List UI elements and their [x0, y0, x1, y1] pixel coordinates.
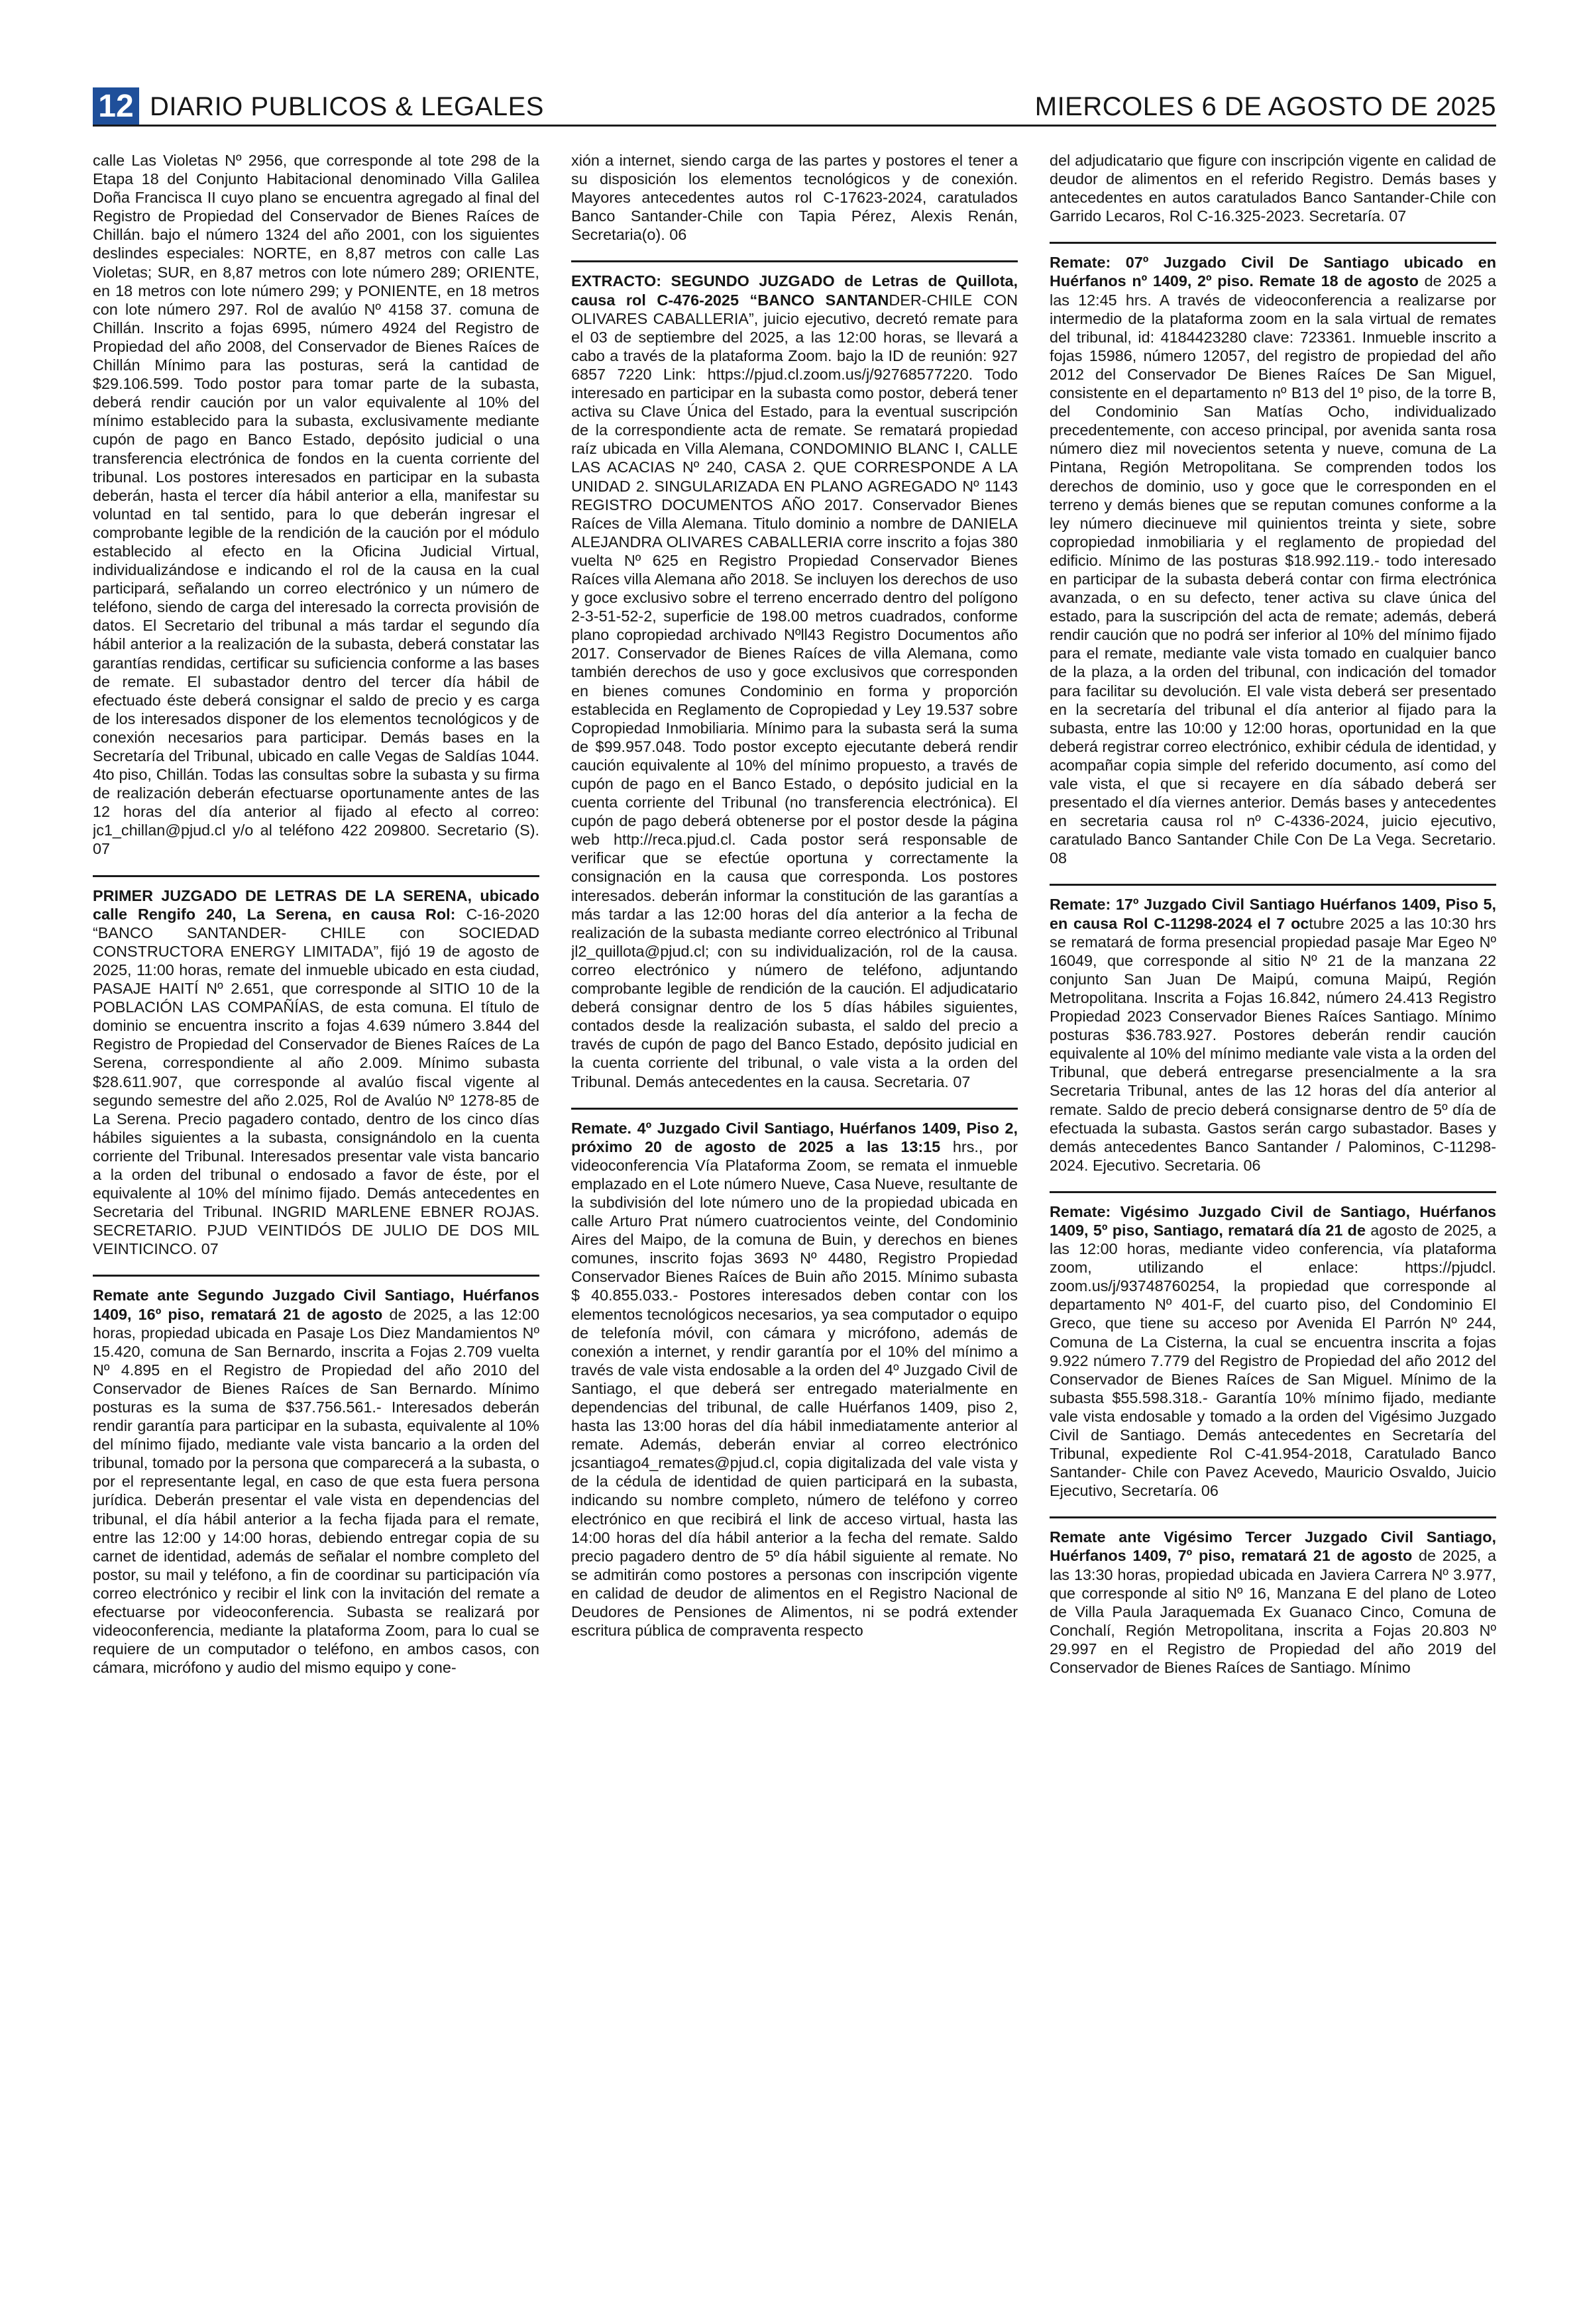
- notice-divider: [571, 260, 1018, 262]
- notice-body: de 2025, a las 13:30 horas, propiedad ubicada en Javiera Carrera Nº 3.977, que corresponde al sitio Nº 16, Manzana E del plano de Loteo de Villa Paula Jaraquemada Ex Guanaco Cinco, Comuna de Conchalí, Región Metropolitana, inscrita a Fojas 20.803 Nº 29.997 en el Registro de Propiedad del año 2019 del Conservador de Bienes Raíces de Santiago. Mínimo: [1050, 1547, 1496, 1677]
- notice-continuation: [93, 151, 539, 859]
- notice-la-serena: [93, 886, 539, 1259]
- notice-body: calle Las Violetas Nº 2956, que corresponde al tote 298 de la Etapa 18 del Conjunto Habitacional denominado Villa Galilea Doña Francisca II cuyo plano se encuentra agregado al final del Registro de Propiedad del Conservador de Bienes Raíces de Chillán. bajo el número 1324 del año 2001, con los siguientes deslindes especiales: NORTE, en 8,87 metros con calle Las Violetas; SUR, en 8,87 metros con lote número 289; ORIENTE, en 18 metros con lote número 299; y PONIENTE, en 18 metros con lote número 297. Rol de avalúo Nº 4158 37. comuna de Chillán. Inscrito a fojas 6995, número 4924 del Registro de Propiedad del año 2008, del Conservador de Bienes Raíces de Chillán Mínimo para las posturas, será la cantidad de $29.106.599. Todo postor para tomar parte de la subasta, deberá rendir caución por un valor equivalente al 10% del mínimo establecido para la subasta, exclusivamente mediante cupón de pago en Banco Estado, depósito judicial o una transferencia electrónica de fondos en la cuenta corriente del tribunal. Los postores interesados en participar en la subasta deberán, hasta el tercer día hábil anterior a ella, manifestar su voluntad en tal sentido, para lo que deberán ingresar el comprobante legible de la rendición de la caución por el módulo establecido al efecto en la Oficina Judicial Virtual, individualizándose e indicando el rol de la causa en la cual participará, señalando un correo electrónico y un número de teléfono, siendo de carga del interesado la correcta provisión de datos. El Secretario del tribunal a más tardar el segundo día hábil anterior a la realización de la subasta, deberá constatar las garantías rendidas, certificar su suficiencia conforme a las bases de remate. El subastador dentro del tercer día hábil de efectuado éste deberá consignar el saldo de precio y es carga de los interesados disponer de los elementos tecnológicos y de conexión necesarios para participar. Demás bases en la Secretaría del Tribunal, ubicado en calle Vegas de Saldías 1044. 4to piso, Chillán. Todas las consultas sobre la subasta y su firma de realización deberán efectuarse oportunamente antes de las 12 horas del día anterior al fijado al efecto al correo: jc1_chillan@pjud.cl y/o al teléfono 422 209800. Secretario (S). 07: [93, 152, 539, 858]
- notice-vigesimo-juzgado: [1050, 1202, 1496, 1501]
- notice-body: de 2025 a las 12:45 hrs. A través de videoconferencia a realizarse por intermedio de la plataforma zoom en la sala virtual de remates del tribunal, id: 4184423280 clave: 723361. Inmueble inscrito a fojas 15986, número 12057, del registro de propiedad del año 2012 del Conservador De Bienes Raíces De San Miguel, consistente en el departamento nº B13 del 1º piso, de la torre B, del Condominio San Matías Ocho, individualizado precedentemente, con acceso principal, por avenida santa rosa número diez mil novecientos setenta y nueve, comuna de La Pintana, Región Metropolitana. Se comprenden todos los derechos de dominio, uso y goce que le corresponden en el terreno y demás bienes que se reputan comunes conforme a la ley número diecinueve mil quinientos treinta y siete, sobre copropiedad inmobiliaria y el reglamento de propiedad del edificio. Mínimo de las posturas $18.992.119.- todo interesado en participar de la subasta deberá contar con firma electrónica avanzada, o en su defecto, tener activa su clave única del estado, para la suscripción del acta de remate; además, deberá rendir caución que no podrá ser inferior al 10% del mínimo fijado para el remate, mediante vale vista tomado en cualquier banco de la plaza, a la orden del tribunal, con indicación del tomador para facilitar su devolución. El vale vista deberá ser presentado en la secretaría del tribunal el día anterior al fijado para la subasta, entre las 10:00 y 12:00 horas, oportunidad en la que deberá registrar correo electrónico, exhibir cédula de identidad, y acompañar copia simple del referido documento, así como del vale vista, el que si recayere en día sábado deberá ser presentado el día viernes anterior. Demás bases y antecedentes en secretaria causa rol nº C-4336-2024, juicio ejecutivo, caratulado Banco Santander Chile Con De La Vega. Secretario. 08: [1050, 272, 1496, 867]
- notice-lead: PRIMER JUZGADO DE LETRAS DE LA SERENA, ubicado calle Rengifo 240, La Serena, en causa Rol:: [93, 886, 539, 923]
- notice-cuarto-juzgado-santiago: [571, 1119, 1018, 1640]
- notice-quillota: [571, 272, 1018, 1090]
- notice-lead: Remate ante Vigésimo Tercer Juzgado Civil Santiago, Huérfanos 1409, 7º piso, rematará 21 de agosto: [1050, 1528, 1496, 1565]
- notice-continuation: [571, 151, 1018, 244]
- column-2: [571, 151, 1018, 2304]
- notice-lead: Remate: 07º Juzgado Civil De Santiago ubicado en Huérfanos nº 1409, 2º piso. Remate 18 de agosto: [1050, 254, 1496, 290]
- notice-body: xión a internet, siendo carga de las partes y postores el tener a su disposición los elementos tecnológicos y de conexión. Mayores antecedentes autos rol C-17623-2024, caratulados Banco Santander-Chile con Tapia Pérez, Alexis Renán, Secretaria(o). 06: [571, 152, 1018, 244]
- notice-lead: EXTRACTO: SEGUNDO JUZGADO de Letras de Quillota, causa rol C-476-2025 “BANCO SANTAN: [571, 272, 1018, 309]
- notice-body: hrs., por videoconferencia Vía Plataforma Zoom, se remata el inmueble emplazado en el Lote número Nueve, Casa Nueve, resultante de la subdivisión del lote número uno de la propiedad ubicada en calle Arturo Prat número cuatrocientos veinte, del Condominio Aires del Maipo, de la comuna de Buin, y derechos en bienes comunes, inscrito fojas 3693 Nº 4480, Registro Propiedad Conservador Bienes Raíces de Buin año 2015. Mínimo subasta $ 40.855.033.- Postores interesados deben contar con los elementos tecnológicos necesarios, ya sea computador o equipo de telefonía móvil, con cámara y micrófono, además de conexión a internet, y rendir garantía por el 10% del mínimo a través de vale vista endosable a la orden del 4º Juzgado Civil de Santiago, el que deberá ser entregado materialmente en dependencias del tribunal, de calle Huérfanos 1409, piso 2, hasta las 13:00 horas del día hábil inmediatamente anterior al remate. Además, deberán enviar al correo electrónico jcsantiago4_remates@pjud.cl, copia digitalizada del vale vista y de la cédula de identidad de quien participará en la subasta, indicando su nombre completo, número de teléfono y correo electrónico en que recibirá el link de acceso virtual, hasta las 14:00 horas del día hábil anterior a la fecha del remate. Saldo precio pagadero dentro de 5º día hábil siguiente al remate. No se admitirán como postores a personas con inscripción vigente en calidad de deudor de alimentos en el Registro Nacional de Deudores de Pensiones de Alimentos, ni se podrá extender escritura pública de compraventa respecto: [571, 1137, 1018, 1640]
- notice-divider: [1050, 1516, 1496, 1518]
- publication-title: DIARIO PUBLICOS & LEGALES: [150, 92, 544, 121]
- notice-lead: Remate: 17º Juzgado Civil Santiago Huérfanos 1409, Piso 5, en causa Rol C-11298-2024 el 7 oc: [1050, 896, 1496, 932]
- column-3: [1050, 151, 1496, 2304]
- notice-lead: Remate ante Segundo Juzgado Civil Santiago, Huérfanos 1409, 16º piso, rematará 21 de agosto: [93, 1287, 539, 1323]
- notice-body: DER-CHILE CON OLIVARES CABALLERIA”, juicio ejecutivo, decretó remate para el 03 de septiembre del 2025, a las 12:00 horas, se llevará a cabo a través de la plataforma Zoom. bajo la ID de reunión: 927 6857 7220 Link: https://pjud.cl.zoom.us/j/92768577220. Todo interesado en participar en la subasta como postor, deberá tener activa su Clave Única del Estado, para la eventual suscripción de la correspondiente acta de remate. Se rematará propiedad raíz ubicada en Villa Alemana, CONDOMINIO BLANC I, CALLE LAS ACACIAS Nº 240, CASA 2. QUE CORRESPONDE A LA UNIDAD 2. SINGULARIZADA EN PLANO AGREGADO Nº 1143 REGISTRO DOCUMENTOS AÑO 2017. Conservador Bienes Raíces de Villa Alemana. Titulo dominio a nombre de DANIELA ALEJANDRA OLIVARES CABALLERIA corre inscrito a fojas 380 vuelta Nº 625 en Registro Propiedad Conservador Bienes Raíces villa Alemana año 2018. Se incluyen los derechos de uso y goce exclusivo sobre el terreno encerrado dentro del polígono 2-3-51-52-2, superficie de 198.00 metros cuadrados, conforme plano copropiedad archivado Nºll43 Registro Documentos año 2017. Conservador de Bienes Raíces de villa Alemana, como también derechos de uso y goce exclusivos que corresponden en bienes comunes Condominio en forma y proporción establecida en Reglamento de Copropiedad y Ley 19.537 sobre Copropiedad Inmobiliaria. Mínimo para la subasta será la suma de $99.957.048. Todo postor excepto ejecutante deberá rendir caución equivalente al 10% del mínimo propuesto, a través de cupón de pago en el Banco Estado, o depósito judicial en la cuenta corriente del Tribunal (no transferencia electrónica). El cupón de pago deberá obtenerse por el postor desde la página web http://reca.pjud.cl. Cada postor será responsable de verificar que se efectúe oportuna y correctamente la consignación en la causa que corresponda. Los postores interesados. deberán informar la constitución de las garantías a más tardar a las 12:00 horas del día anterior a la fecha de realización de la subasta mediante correo electrónico al Tribunal jl2_quillota@pjud.cl; con su individualización, rol de la causa. correo electrónico y número de teléfono, adjuntando comprobante legible de rendición de la caución. El adjudicatario deberá consignar dentro de los 5 días hábiles siguientes, contados desde la realización subasta, el saldo del precio a través de cupón de pago del Banco Estado, depósito judicial en la cuenta corriente del tribunal, o vale vista a la orden del Tribunal. Demás antecedentes en la causa. Secretaria. 07: [571, 291, 1018, 1090]
- column-1: [93, 151, 539, 2304]
- notice-body: de 2025, a las 12:00 horas, propiedad ubicada en Pasaje Los Diez Mandamientos Nº 15.420, comuna de San Bernardo, inscrita a Fojas 2.709 vuelta Nº 4.895 en el Registro de Propiedad del año 2010 del Conservador de Bienes Raíces de San Bernardo. Mínimo posturas es la suma de $37.756.561.- Interesados deberán rendir garantía para participar en la subasta, equivalente al 10% del mínimo fijado, mediante vale vista bancario a la orden del tribunal, tomado por la persona que comparecerá a la subasta, o por el representante legal, en caso de que esta fuera persona jurídica. Deberán presentar el vale vista en dependencias del tribunal, el día hábil anterior a la fecha fijada para el remate, entre las 12:00 y 14:00 horas, debiendo entregar copia de su carnet de identidad, además de señalar el nombre completo del postor, su mail y teléfono, a fin de coordinar su participación vía correo electrónico y recibir el link con la invitación del remate a efectuarse por videoconferencia. Subasta se realizará por videoconferencia, mediante la plataforma Zoom, para lo cual se requiere de un computador o teléfono, en ambos casos, con cámara, micrófono y audio del mismo equipo y cone-: [93, 1305, 539, 1677]
- notice-septimo-juzgado: [1050, 253, 1496, 867]
- notice-body: agosto de 2025, a las 12:00 horas, mediante video conferencia, vía plataforma zoom, utilizando el enlace: https://pjudcl. zoom.us/j/93748760254, la propiedad que corresponde al departamento Nº 401-F, del cuarto piso, del Condominio El Greco, que tiene su acceso por Avenida El Parrón Nº 244, Comuna de La Cisterna, la cual se encuentra inscrita a fojas 9.922 número 7.779 del Registro de Propiedad del año 2012 del Conservador de Bienes Raíces de San Miguel. Mínimo de la subasta $55.598.318.- Garantía 10% mínimo fijado, mediante vale vista endosable y tomado a la orden del Vigésimo Juzgado Civil de Santiago. Demás antecedentes en Secretaría del Tribunal, expediente Rol C-41.954-2018, Caratulado Banco Santander- Chile con Pavez Acevedo, Mauricio Osvaldo, Juicio Ejecutivo, Secretaría. 06: [1050, 1221, 1496, 1500]
- notice-body: C-16-2020 “BANCO SANTANDER- CHILE con SOCIEDAD CONSTRUCTORA ENERGY LIMITADA”, fijó 19 de agosto de 2025, 11:00 horas, remate del inmueble ubicado en esta ciudad, PASAJE HAITÍ Nº 2.651, que corresponde al SITIO 10 de la POBLACIÓN LAS COMPAÑÍAS, de esta comuna. El título de dominio se encuentra inscrito a fojas 4.639 número 3.844 del Registro de Propiedad del Conservador de Bienes Raíces de La Serena, correspondiente al año 2.009. Mínimo subasta $28.611.907, que corresponde al avalúo fiscal vigente al segundo semestre del año 2.025, Rol de Avalúo Nº 1278-85 de La Serena. Precio pagadero contado, dentro de los cinco días hábiles siguientes a la subasta, consignándolo en la cuenta corriente del Tribunal. Interesados presentar vale vista bancario a la orden del tribunal o endosado a favor de éste, por el equivalente al 10% del mínimo fijado. Demás antecedentes en Secretaria del Tribunal. INGRID MARLENE EBNER ROJAS. SECRETARIO. PJUD VEINTIDÓS DE JULIO DE DOS MIL VEINTICINCO. 07: [93, 905, 539, 1258]
- page-header: [93, 87, 1496, 127]
- notice-vigesimo-tercer-juzgado: [1050, 1528, 1496, 1677]
- notice-segundo-juzgado-santiago: [93, 1286, 539, 1677]
- notice-divider: [1050, 884, 1496, 886]
- notice-continuation: [1050, 151, 1496, 225]
- notice-divider: [1050, 1191, 1496, 1193]
- notice-divider: [571, 1108, 1018, 1110]
- notice-lead: Remate. 4º Juzgado Civil Santiago, Huérfanos 1409, Piso 2, próximo 20 de agosto de 2025 a las 13:15: [571, 1119, 1018, 1155]
- notice-divider: [1050, 242, 1496, 244]
- page-number: 12: [93, 87, 139, 125]
- notice-divider: [93, 1275, 539, 1277]
- notice-body: tubre 2025 a las 10:30 hrs se rematará de forma presencial propiedad pasaje Mar Egeo Nº 16049, que corresponde al sitio Nº 21 de la manzana 22 conjunto San Juan De Maipú, comuna Maipú, Región Metropolitana. Inscrita a Fojas 16.842, número 24.413 Registro Propiedad 2023 Conservador Bienes Raíces Santiago. Mínimo posturas $36.783.927. Postores deberán rendir caución equivalente al 10% del mínimo mediante vale vista a la orden del Tribunal, que deberá entregarse presencialmente a la sra Secretaria Tribunal, antes de las 12 horas del día anterior al remate. Saldo de precio deberá consignarse dentro de 5º día de efectuada la subasta. Gastos serán cargo subastador. Bases y demás antecedentes Banco Santander / Palominos, C-11298-2024. Ejecutivo. Secretaria. 06: [1050, 914, 1496, 1174]
- notice-lead: Remate: Vigésimo Juzgado Civil de Santiago, Huérfanos 1409, 5º piso, Santiago, rematará día 21 de: [1050, 1202, 1496, 1239]
- publication-date: MIERCOLES 6 DE AGOSTO DE 2025: [1034, 92, 1496, 121]
- notice-decimo-septimo-juzgado: [1050, 895, 1496, 1174]
- notice-body: del adjudicatario que figure con inscripción vigente en calidad de deudor de alimentos en el referido Registro. Demás bases y antecedentes en autos caratulados Banco Santander-Chile con Garrido Lecaros, Rol C-16.325-2023. Secretaría. 07: [1050, 152, 1496, 225]
- notice-divider: [93, 875, 539, 877]
